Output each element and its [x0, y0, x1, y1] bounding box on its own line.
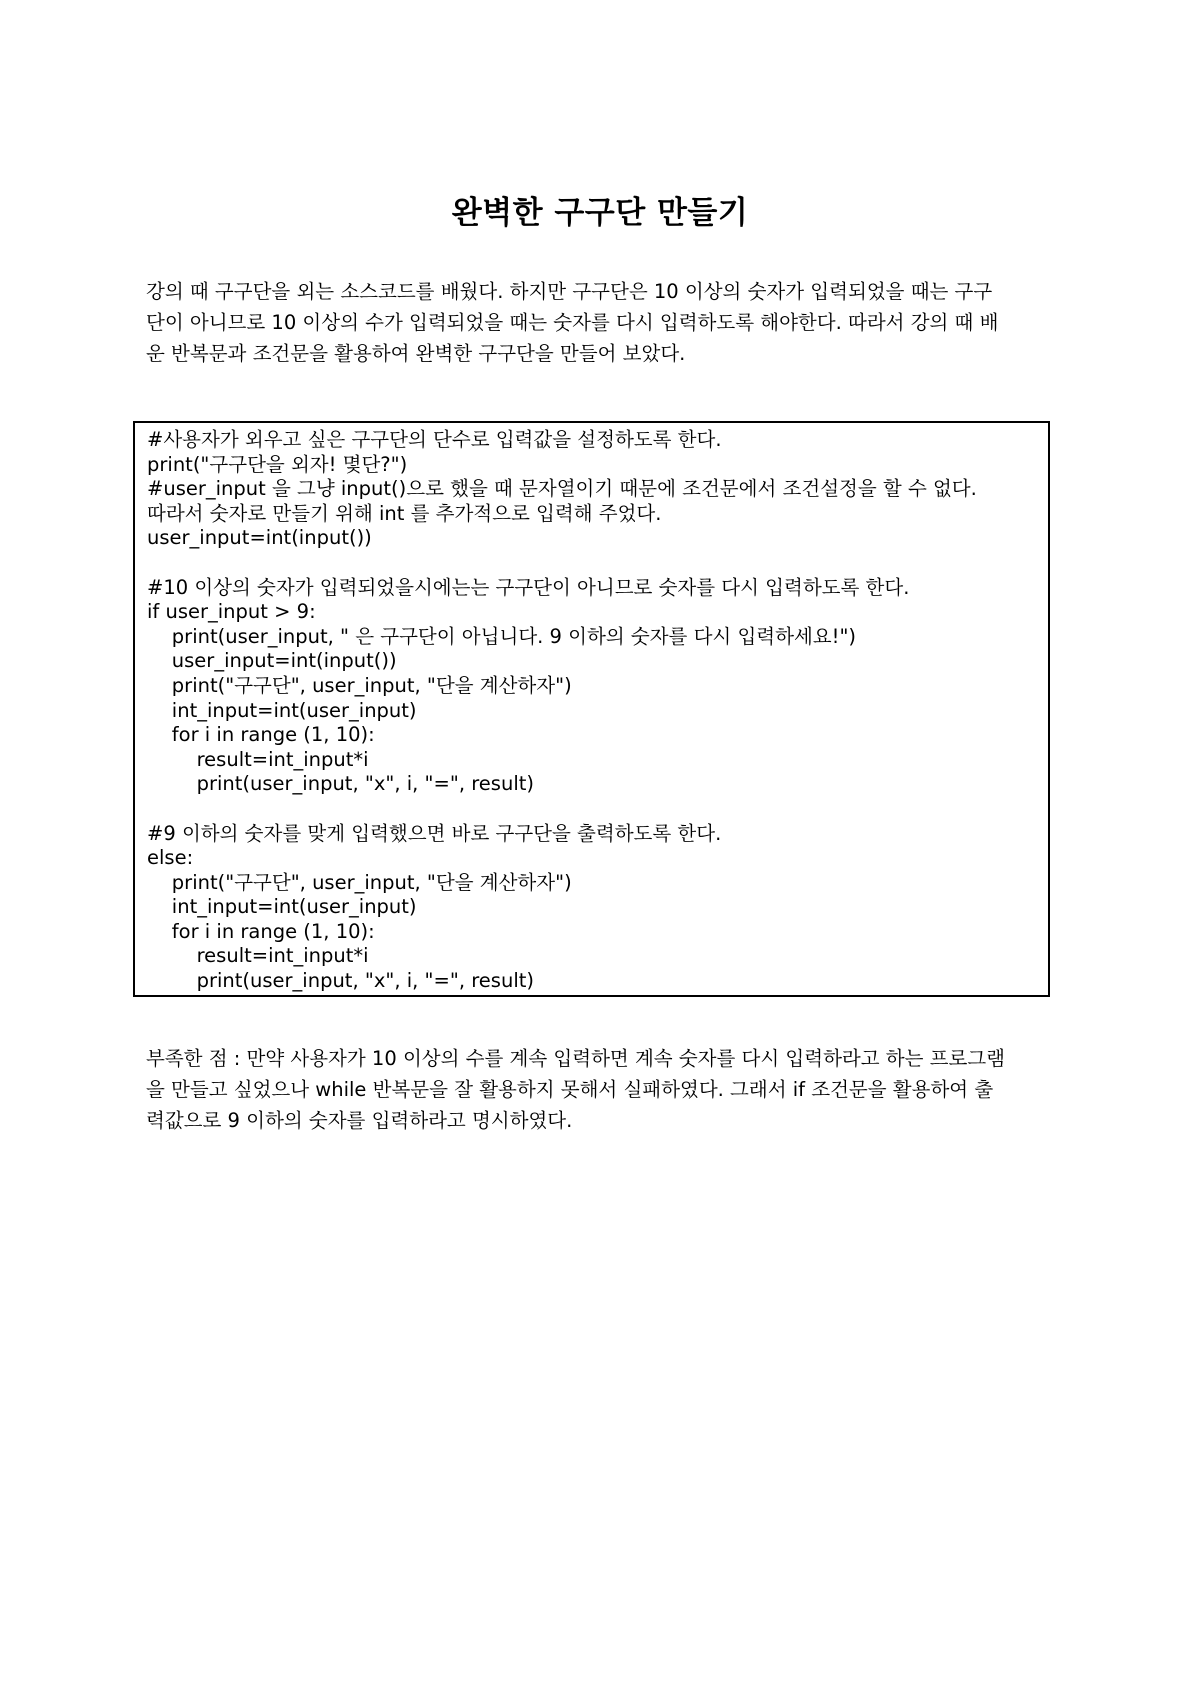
- code-blank-line: [147, 797, 1048, 822]
- code-line: result=int_input*i: [147, 747, 369, 771]
- code-line: print("구구단", user_input, "단을 계산하자"): [147, 673, 572, 697]
- code-line: #10 이상의 숫자가 입력되었을시에는는 구구단이 아니므로 숫자를 다시 입력하도록 한다.: [147, 575, 910, 599]
- conclusion-line: 력값으로 9 이하의 숫자를 입력하라고 명시하였다.: [146, 1109, 573, 1132]
- code-block: [133, 421, 1050, 997]
- code-line: 따라서 숫자로 만들기 위해 int 를 추가적으로 입력해 주었다.: [147, 501, 662, 525]
- code-line: #9 이하의 숫자를 맞게 입력했으면 바로 구구단을 출력하도록 한다.: [147, 821, 722, 845]
- code-line: print("구구단을 외자! 몇단?"): [147, 452, 408, 476]
- conclusion-line: 을 만들고 싶었으나 while 반복문을 잘 활용하지 못해서 실패하였다. 그래서 if 조건문을 활용하여 출: [146, 1078, 994, 1101]
- code-line: #사용자가 외우고 싶은 구구단의 단수로 입력값을 설정하도록 한다.: [147, 428, 722, 451]
- code-line: int_input=int(user_input): [147, 895, 417, 919]
- intro-line: 운 반복문과 조건문을 활용하여 완벽한 구구단을 만들어 보았다.: [146, 342, 686, 365]
- conclusion-paragraph: [146, 1043, 1058, 1136]
- conclusion-line: 부족한 점 : 만약 사용자가 10 이상의 수를 계속 입력하면 계속 숫자를 다시 입력하라고 하는 프로그램: [146, 1047, 1006, 1070]
- document-title: 완벽한 구구단 만들기: [451, 194, 749, 231]
- code-line: result=int_input*i: [147, 944, 369, 968]
- code-line: #user_input 을 그냥 input()으로 했을 때 문자열이기 때문에 조건문에서 조건설정을 할 수 없다.: [147, 477, 977, 501]
- code-line: int_input=int(user_input): [147, 698, 417, 722]
- code-line: print("구구단", user_input, "단을 계산하자"): [147, 870, 572, 894]
- code-line: print(user_input, "x", i, "=", result): [147, 969, 534, 993]
- code-line: if user_input > 9:: [147, 600, 316, 624]
- code-line: print(user_input, "x", i, "=", result): [147, 772, 534, 796]
- code-line: print(user_input, " 은 구구단이 아닙니다. 9 이하의 숫자를 다시 입력하세요!"): [147, 624, 857, 648]
- intro-paragraph: [146, 276, 1058, 369]
- code-line: for i in range (1, 10):: [147, 723, 375, 747]
- intro-line: 강의 때 구구단을 외는 소스코드를 배웠다. 하지만 구구단은 10 이상의 숫자가 입력되었을 때는 구구: [146, 280, 993, 303]
- code-blank-line: [147, 551, 1048, 576]
- code-line: for i in range (1, 10):: [147, 919, 375, 943]
- intro-line: 단이 아니므로 10 이상의 수가 입력되었을 때는 숫자를 다시 입력하도록 해야한다. 따라서 강의 때 배: [146, 311, 999, 334]
- code-line: user_input=int(input()): [147, 526, 372, 550]
- code-line: user_input=int(input()): [147, 649, 397, 673]
- code-line: else:: [147, 846, 194, 870]
